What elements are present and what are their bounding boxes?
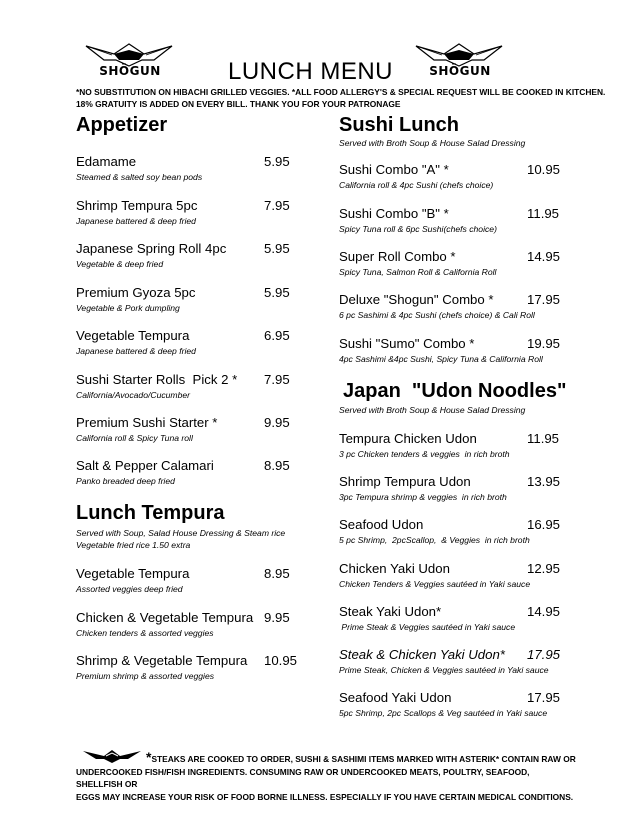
item-name: Chicken Yaki Udon	[339, 561, 450, 576]
item-description: California roll & 4pc Sushi (chefs choice)	[339, 180, 494, 190]
item-name: Shrimp Tempura Udon	[339, 474, 471, 489]
item-description: Vegetable & deep fried	[76, 259, 164, 269]
item-name: Vegetable Tempura	[76, 566, 190, 581]
item-description: Japanese battered & deep fried	[76, 216, 196, 226]
section-subtitle: Served with Soup, Salad House Dressing & Steam rice	[76, 528, 286, 538]
footer-line: EGGS MAY INCREASE YOUR RISK OF FOOD BORNE ILLNESS. ESPECIALLY IF YOU HAVE CERTAIN MEDICAL CONDITIONS.	[76, 791, 574, 802]
item-price: 17.95	[527, 292, 561, 307]
shogun-logo-left	[84, 40, 174, 80]
item-price: 8.95	[264, 566, 290, 581]
item-name: Sushi Combo "A" *	[339, 162, 449, 177]
item-description: Japanese battered & deep fried	[76, 346, 196, 356]
sushi-lunch-heading: Sushi Lunch	[339, 114, 459, 136]
lunch-tempura-heading: Lunch Tempura	[76, 502, 225, 524]
item-description: Chicken Tenders & Veggies sautéed in Yaki sauce	[339, 579, 531, 589]
item-price: 6.95	[264, 328, 290, 343]
item-price: 14.95	[527, 249, 561, 264]
section-subtitle: Served with Broth Soup & House Salad Dressing	[339, 138, 526, 148]
item-name: Super Roll Combo *	[339, 249, 456, 264]
item-price: 9.95	[264, 415, 290, 430]
item-name: Edamame	[76, 154, 137, 169]
item-description: 5 pc Shrimp, 2pcScallop, & Veggies in rich broth	[339, 535, 530, 545]
item-description: Chicken tenders & assorted veggies	[76, 628, 214, 638]
item-name: Japanese Spring Roll 4pc	[76, 241, 227, 256]
item-price: 10.95	[264, 653, 298, 668]
item-price: 14.95	[527, 604, 561, 619]
item-description: Vegetable & Pork dumpling	[76, 303, 180, 313]
item-price: 12.95	[527, 561, 561, 576]
footer-line: UNDERCOOKED FISH/FISH INGREDIENTS. CONSUMING RAW OR UNDERCOOKED MEATS, POULTRY, SEAFOOD, SHELLFISH OR	[76, 766, 530, 789]
item-description: Steamed & salted soy bean pods	[76, 172, 203, 182]
item-description: 5pc Shrimp, 2pc Scallops & Veg sautéed in Yaki sauce	[339, 708, 548, 718]
item-price: 8.95	[264, 458, 290, 473]
item-price: 17.95	[527, 647, 561, 662]
item-description: Assorted veggies deep fried	[76, 584, 183, 594]
item-name: Steak & Chicken Yaki Udon*	[339, 647, 505, 662]
item-description: Spicy Tuna roll & 6pc Sushi(chefs choice)	[339, 224, 497, 234]
item-price: 7.95	[264, 198, 290, 213]
item-name: Sushi Starter Rolls Pick 2 *	[76, 372, 238, 387]
section-subtitle: Served with Broth Soup & House Salad Dressing	[339, 405, 526, 415]
footer-line: STEAKS ARE COOKED TO ORDER, SUSHI & SASHIMI ITEMS MARKED WITH ASTERIK* CONTAIN RAW OR	[151, 754, 576, 764]
item-description: Prime Steak, Chicken & Veggies sautéed in Yaki sauce	[339, 665, 549, 675]
item-price: 17.95	[527, 690, 561, 705]
item-name: Vegetable Tempura	[76, 328, 190, 343]
notice-line: *NO SUBSTITUTION ON HIBACHI GRILLED VEGGIES. *ALL FOOD ALLERGY'S & SPECIAL REQUEST WILL BE COOKED IN KITCHEN.	[76, 87, 606, 97]
footer-disclaimer	[76, 751, 576, 803]
item-name: Sushi Combo "B" *	[339, 206, 449, 221]
item-name: Salt & Pepper Calamari	[76, 458, 214, 473]
item-price: 9.95	[264, 610, 290, 625]
logo-text: SHŌGUN	[429, 64, 491, 78]
item-description: 3 pc Chicken tenders & veggies in rich broth	[339, 449, 510, 459]
item-description: Prime Steak & Veggies sautéed in Yaki sauce	[339, 622, 516, 632]
appetizer-heading: Appetizer	[76, 114, 168, 136]
section-subtitle: Vegetable fried rice 1.50 extra	[76, 540, 191, 550]
item-name: Premium Sushi Starter *	[76, 415, 218, 430]
item-price: 13.95	[527, 474, 561, 489]
notice-line: 18% GRATUITY IS ADDED ON EVERY BILL. THANK YOU FOR YOUR PATRONAGE	[76, 99, 401, 109]
item-price: 11.95	[527, 431, 560, 446]
item-name: Sushi "Sumo" Combo *	[339, 336, 475, 351]
item-description: California roll & Spicy Tuna roll	[76, 433, 193, 443]
item-description: 3pc Tempura shrimp & veggies in rich broth	[339, 492, 507, 502]
item-name: Steak Yaki Udon*	[339, 604, 442, 619]
item-description: California/Avocado/Cucumber	[76, 390, 191, 400]
shogun-logo-right	[414, 40, 504, 80]
item-price: 19.95	[527, 336, 561, 351]
item-price: 11.95	[527, 206, 560, 221]
item-name: Chicken & Vegetable Tempura	[76, 610, 254, 625]
item-name: Shrimp & Vegetable Tempura	[76, 653, 248, 668]
item-name: Seafood Yaki Udon	[339, 690, 452, 705]
item-price: 5.95	[264, 285, 290, 300]
item-price: 16.95	[527, 517, 561, 532]
item-price: 7.95	[264, 372, 290, 387]
footer-asterisk: *	[146, 749, 152, 765]
item-description: Panko breaded deep fried	[76, 476, 175, 486]
item-name: Premium Gyoza 5pc	[76, 285, 196, 300]
item-description: 4pc Sashimi &4pc Sushi, Spicy Tuna & California Roll	[339, 354, 543, 364]
notice	[76, 86, 606, 110]
item-description: Premium shrimp & assorted veggies	[76, 671, 215, 681]
item-name: Shrimp Tempura 5pc	[76, 198, 198, 213]
item-description: 6 pc Sashimi & 4pc Sushi (chefs choice) & Cali Roll	[339, 310, 535, 320]
item-name: Tempura Chicken Udon	[339, 431, 477, 446]
page-title: LUNCH MENU	[228, 58, 394, 85]
logo-text: SHŌGUN	[99, 64, 161, 78]
item-description: Spicy Tuna, Salmon Roll & California Roll	[339, 267, 497, 277]
item-price: 5.95	[264, 154, 290, 169]
item-name: Deluxe "Shogun" Combo *	[339, 292, 494, 307]
udon-heading: Japan "Udon Noodles"	[343, 380, 567, 402]
item-price: 5.95	[264, 241, 290, 256]
item-price: 10.95	[527, 162, 561, 177]
item-name: Seafood Udon	[339, 517, 424, 532]
